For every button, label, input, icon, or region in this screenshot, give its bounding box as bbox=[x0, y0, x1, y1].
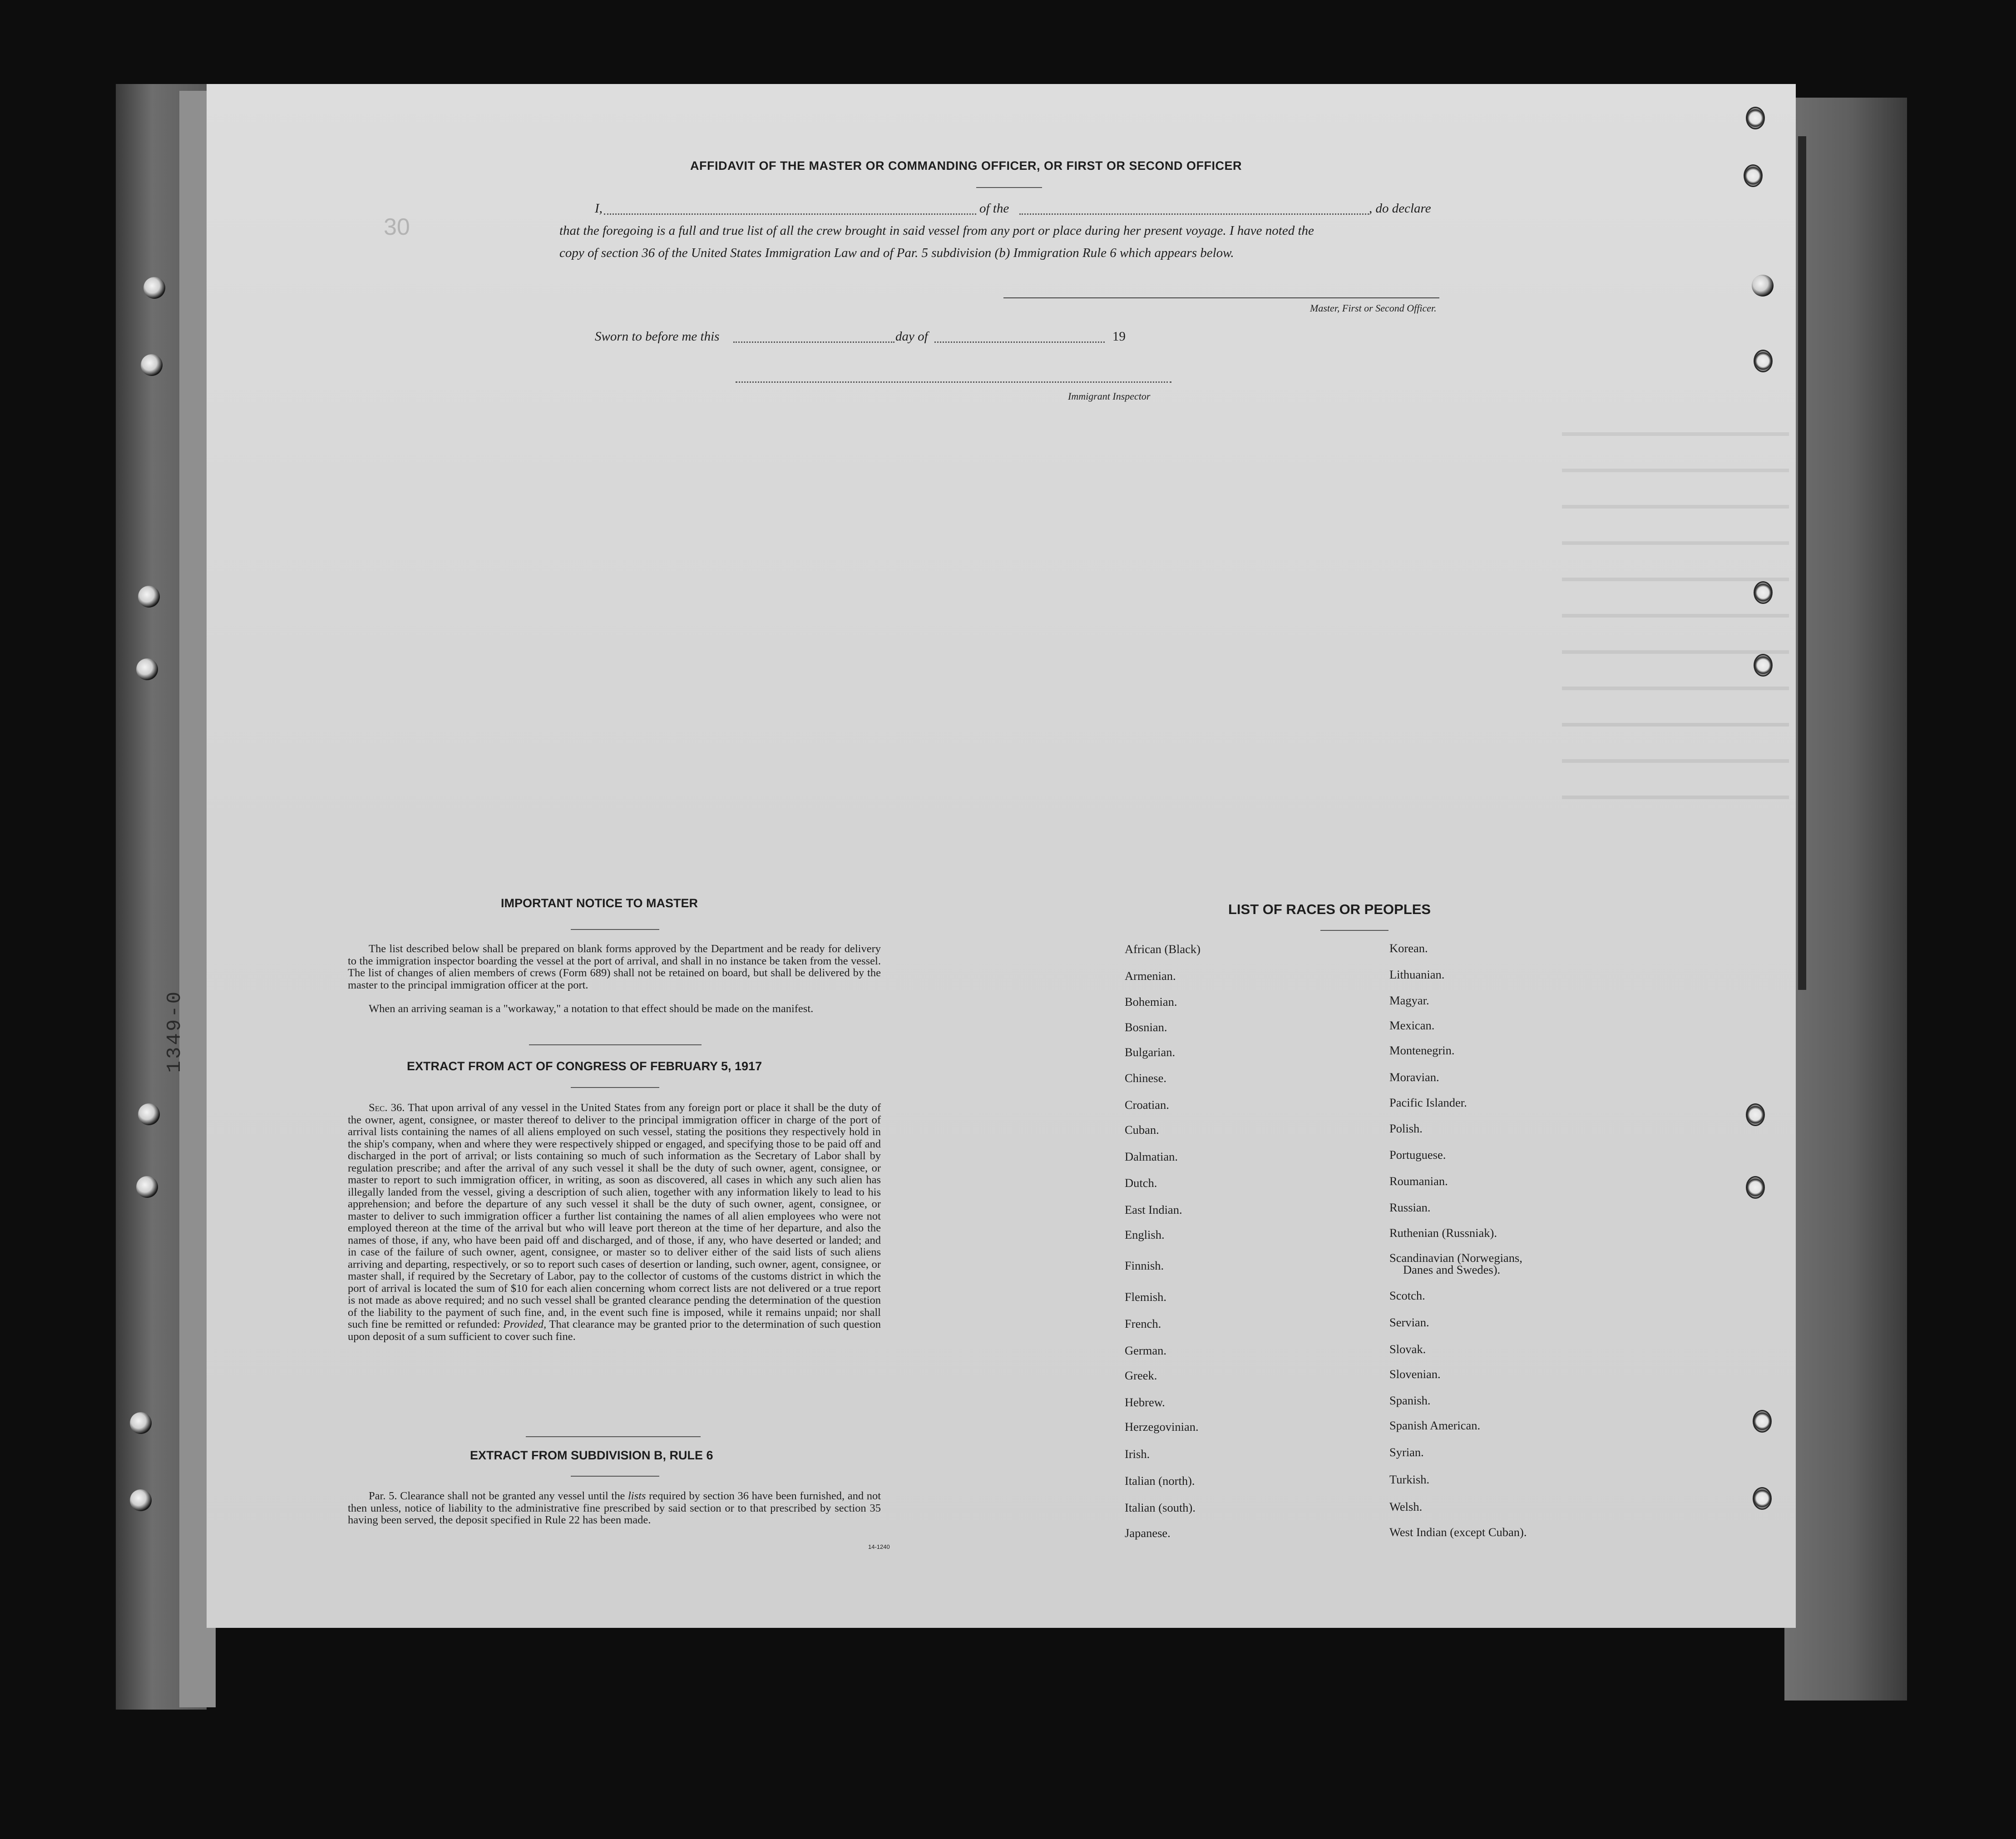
race-item: Servian. bbox=[1389, 1315, 1429, 1329]
inspector-signature-line[interactable] bbox=[736, 381, 1171, 383]
race-item: Italian (north). bbox=[1125, 1474, 1195, 1488]
punch-hole-icon bbox=[1746, 1103, 1765, 1126]
punch-hole-icon bbox=[130, 1489, 152, 1511]
section-36-text: Sec. 36. That upon arrival of any vessel in the United States from any foreign port or place it shall be the duty of the owner, agent, consignee, or master thereof to deliver to the principal immigration officer in charge of the port of arrival lists containing the names of all aliens employed on such vessel, stating the positions they respectively hold in the ship's company, when and where they were respectively shipped or engaged, and specifying those to be paid off and discharged in the port of arrival; or lists containing so much of such information as the Secretary of Labor shall by regulation prescribe; and after the arrival of any such vessel it shall be the duty of such owner, agent, consignee, or master to report to such immigration officer, in writing, as soon as discovered, all cases in which any such alien has illegally landed from the vessel, giving a description of such alien, together with any information likely to lead to his apprehension; and before the departure of any such vessel it shall be the duty of such owner, agent, consignee, or master to deliver to such immigration officer a further list containing the names of all alien employees who were not employed thereon at the time of the arrival but who will leave port thereon at the time of her departure, and also the names of those, if any, who have been paid off and discharged, and of those, if any, who have deserted or landed; and in case of the failure of such owner, agent, consignee, or master so to deliver either of the said lists of such aliens arriving and departing, respectively, or so to report such cases of desertion or landing, such owner, agent, consignee, or master shall, if required by the Secretary of Labor, pay to the collector of customs of the customs district in which the port of arrival is located the sum of $10 for each alien concerning whom correct lists are not delivered or a true report is not made as above required; and no such vessel shall be granted clearance pending the determination of the question of the liability to the payment of such fine, and, in the event such fine is imposed, while it remains unpaid; nor shall such fine be remitted or refunded: Provided, That clearance may be granted prior to the determination of such question upon deposit of a sum sufficient to cover such fine. bbox=[348, 1102, 881, 1343]
binder-right-gap bbox=[1798, 136, 1806, 990]
punch-hole-icon bbox=[1754, 350, 1773, 372]
punch-hole-icon bbox=[138, 586, 160, 608]
race-item: Russian. bbox=[1389, 1201, 1431, 1214]
race-item: Chinese. bbox=[1125, 1071, 1166, 1085]
race-item: Syrian. bbox=[1389, 1445, 1424, 1459]
punch-hole-icon bbox=[143, 277, 165, 299]
form-number: 14-1240 bbox=[868, 1543, 890, 1550]
sworn-month-field[interactable] bbox=[934, 341, 1105, 343]
race-item: Roumanian. bbox=[1389, 1174, 1448, 1188]
sworn-day-field[interactable] bbox=[733, 341, 894, 343]
bleed-through-table bbox=[1562, 400, 1789, 799]
punch-hole-icon bbox=[1746, 1176, 1765, 1199]
rule-6-text: Par. 5. Clearance shall not be granted any vessel until the lists required by section 36 have been furnished, and not then unless, notice of liability to the administrative fine prescribed by said section or to that prescribed by section 35 having been served, the deposit specified in Rule 22 has been made. bbox=[348, 1490, 881, 1526]
master-name-field[interactable] bbox=[604, 213, 976, 215]
race-item: Finnish. bbox=[1125, 1259, 1164, 1272]
race-item: Italian (south). bbox=[1125, 1501, 1196, 1514]
race-item: Magyar. bbox=[1389, 994, 1429, 1007]
vessel-name-field[interactable] bbox=[1019, 213, 1369, 215]
punch-hole-icon bbox=[138, 1103, 160, 1125]
punch-hole-icon bbox=[130, 1412, 152, 1434]
race-item: Dalmatian. bbox=[1125, 1150, 1178, 1163]
race-item: Bulgarian. bbox=[1125, 1045, 1176, 1059]
notice-paragraph-1: The list described below shall be prepared on blank forms approved by the Department and be ready for delivery to the immigration inspector boarding the vessel at the port of arrival, and shall in no instance be taken from the vessel. The list of changes of alien members of crews (Form 689) shall not be retained on board, but shall be delivered by the master to the principal immigration officer at the port. bbox=[348, 943, 881, 991]
affidavit-line-2: that the foregoing is a full and true list of all the crew brought in said vessel from any port or place during her present voyage. I have noted the bbox=[559, 223, 1314, 238]
race-item: Spanish. bbox=[1389, 1394, 1431, 1407]
punch-hole-icon bbox=[1744, 164, 1763, 187]
race-item: African (Black) bbox=[1125, 942, 1201, 956]
punch-hole-icon bbox=[136, 658, 158, 680]
race-item: Slovenian. bbox=[1389, 1367, 1441, 1381]
race-item: Armenian. bbox=[1125, 969, 1176, 983]
year-prefix: 19 bbox=[1112, 329, 1126, 344]
race-item: Pacific Islander. bbox=[1389, 1096, 1467, 1109]
section-label: Sec. 36. bbox=[369, 1102, 405, 1114]
race-item: Ruthenian (Russniak). bbox=[1389, 1226, 1497, 1240]
race-item: Japanese. bbox=[1125, 1526, 1171, 1540]
race-item: Slovak. bbox=[1389, 1342, 1426, 1356]
side-stamp-number: 1349-0 bbox=[163, 990, 186, 1073]
notice-title-rule bbox=[571, 929, 659, 930]
punch-hole-icon bbox=[1754, 654, 1773, 677]
signature-caption: Master, First or Second Officer. bbox=[1310, 302, 1437, 314]
race-item: Polish. bbox=[1389, 1122, 1423, 1135]
section-divider bbox=[529, 1044, 702, 1045]
race-item: West Indian (except Cuban). bbox=[1389, 1525, 1527, 1539]
section-divider-2 bbox=[526, 1436, 701, 1437]
notice-title: IMPORTANT NOTICE TO MASTER bbox=[501, 896, 698, 910]
extract-rule-rule bbox=[571, 1476, 659, 1477]
day-of-text: day of bbox=[895, 329, 928, 344]
race-item: French. bbox=[1125, 1317, 1161, 1330]
affidavit-i: I, bbox=[595, 201, 603, 216]
race-item: Turkish. bbox=[1389, 1473, 1430, 1486]
race-item: Flemish. bbox=[1125, 1290, 1167, 1304]
sworn-text: Sworn to before me this bbox=[595, 329, 720, 344]
race-item: Mexican. bbox=[1389, 1018, 1435, 1032]
affidavit-line-3: copy of section 36 of the United States Immigration Law and of Par. 5 subdivision (b) Immigration Rule 6 which appears below. bbox=[559, 246, 1234, 260]
extract-act-rule bbox=[571, 1087, 659, 1088]
punch-hole-icon bbox=[1753, 1410, 1772, 1433]
race-item: Lithuanian. bbox=[1389, 968, 1445, 981]
race-item: East Indian. bbox=[1125, 1203, 1182, 1216]
punch-hole-icon bbox=[141, 354, 163, 376]
affidavit-declare: , do declare bbox=[1369, 201, 1431, 216]
affidavit-title: AFFIDAVIT OF THE MASTER OR COMMANDING OFFICER, OR FIRST OR SECOND OFFICER bbox=[690, 159, 1242, 173]
punch-hole-icon bbox=[136, 1176, 158, 1198]
extract-rule-title: EXTRACT FROM SUBDIVISION B, RULE 6 bbox=[470, 1448, 713, 1462]
punch-hole-icon bbox=[1754, 581, 1773, 604]
race-item: Welsh. bbox=[1389, 1500, 1423, 1513]
punch-hole-icon bbox=[1752, 275, 1774, 297]
race-item: Cuban. bbox=[1125, 1123, 1159, 1137]
inspector-caption: Immigrant Inspector bbox=[1068, 391, 1151, 402]
race-item: Moravian. bbox=[1389, 1070, 1439, 1084]
race-item: Montenegrin. bbox=[1389, 1043, 1455, 1057]
bleed-through-number: 30 bbox=[384, 214, 410, 240]
race-item: Spanish American. bbox=[1389, 1419, 1481, 1432]
races-title: LIST OF RACES OR PEOPLES bbox=[1228, 901, 1431, 917]
race-item: Portuguese. bbox=[1389, 1148, 1446, 1162]
race-item: Croatian. bbox=[1125, 1098, 1169, 1112]
race-item: German. bbox=[1125, 1344, 1166, 1357]
race-item: Dutch. bbox=[1125, 1176, 1157, 1190]
notice-paragraph-2: When an arriving seaman is a "workaway," a notation to that effect should be made on the manifest. bbox=[369, 1003, 814, 1015]
race-item: Herzegovinian. bbox=[1125, 1420, 1199, 1434]
punch-hole-icon bbox=[1746, 107, 1765, 129]
race-item: Greek. bbox=[1125, 1369, 1157, 1382]
race-item: Scotch. bbox=[1389, 1289, 1425, 1302]
affidavit-of-the: of the bbox=[979, 201, 1009, 216]
races-title-rule bbox=[1320, 930, 1388, 931]
punch-hole-icon bbox=[1753, 1487, 1772, 1510]
race-item: Hebrew. bbox=[1125, 1395, 1165, 1409]
race-item: Irish. bbox=[1125, 1447, 1150, 1461]
race-item: Bosnian. bbox=[1125, 1020, 1167, 1034]
race-item-continuation: Danes and Swedes). bbox=[1403, 1263, 1501, 1276]
race-item: Scandinavian (Norwegians, bbox=[1389, 1251, 1522, 1265]
extract-act-title: EXTRACT FROM ACT OF CONGRESS OF FEBRUARY 5, 1917 bbox=[407, 1059, 762, 1073]
title-rule bbox=[976, 187, 1042, 188]
race-item: English. bbox=[1125, 1228, 1165, 1241]
signature-line[interactable] bbox=[1003, 297, 1439, 298]
race-item: Bohemian. bbox=[1125, 995, 1177, 1008]
race-item: Korean. bbox=[1389, 941, 1428, 955]
manifest-page bbox=[207, 84, 1796, 1628]
